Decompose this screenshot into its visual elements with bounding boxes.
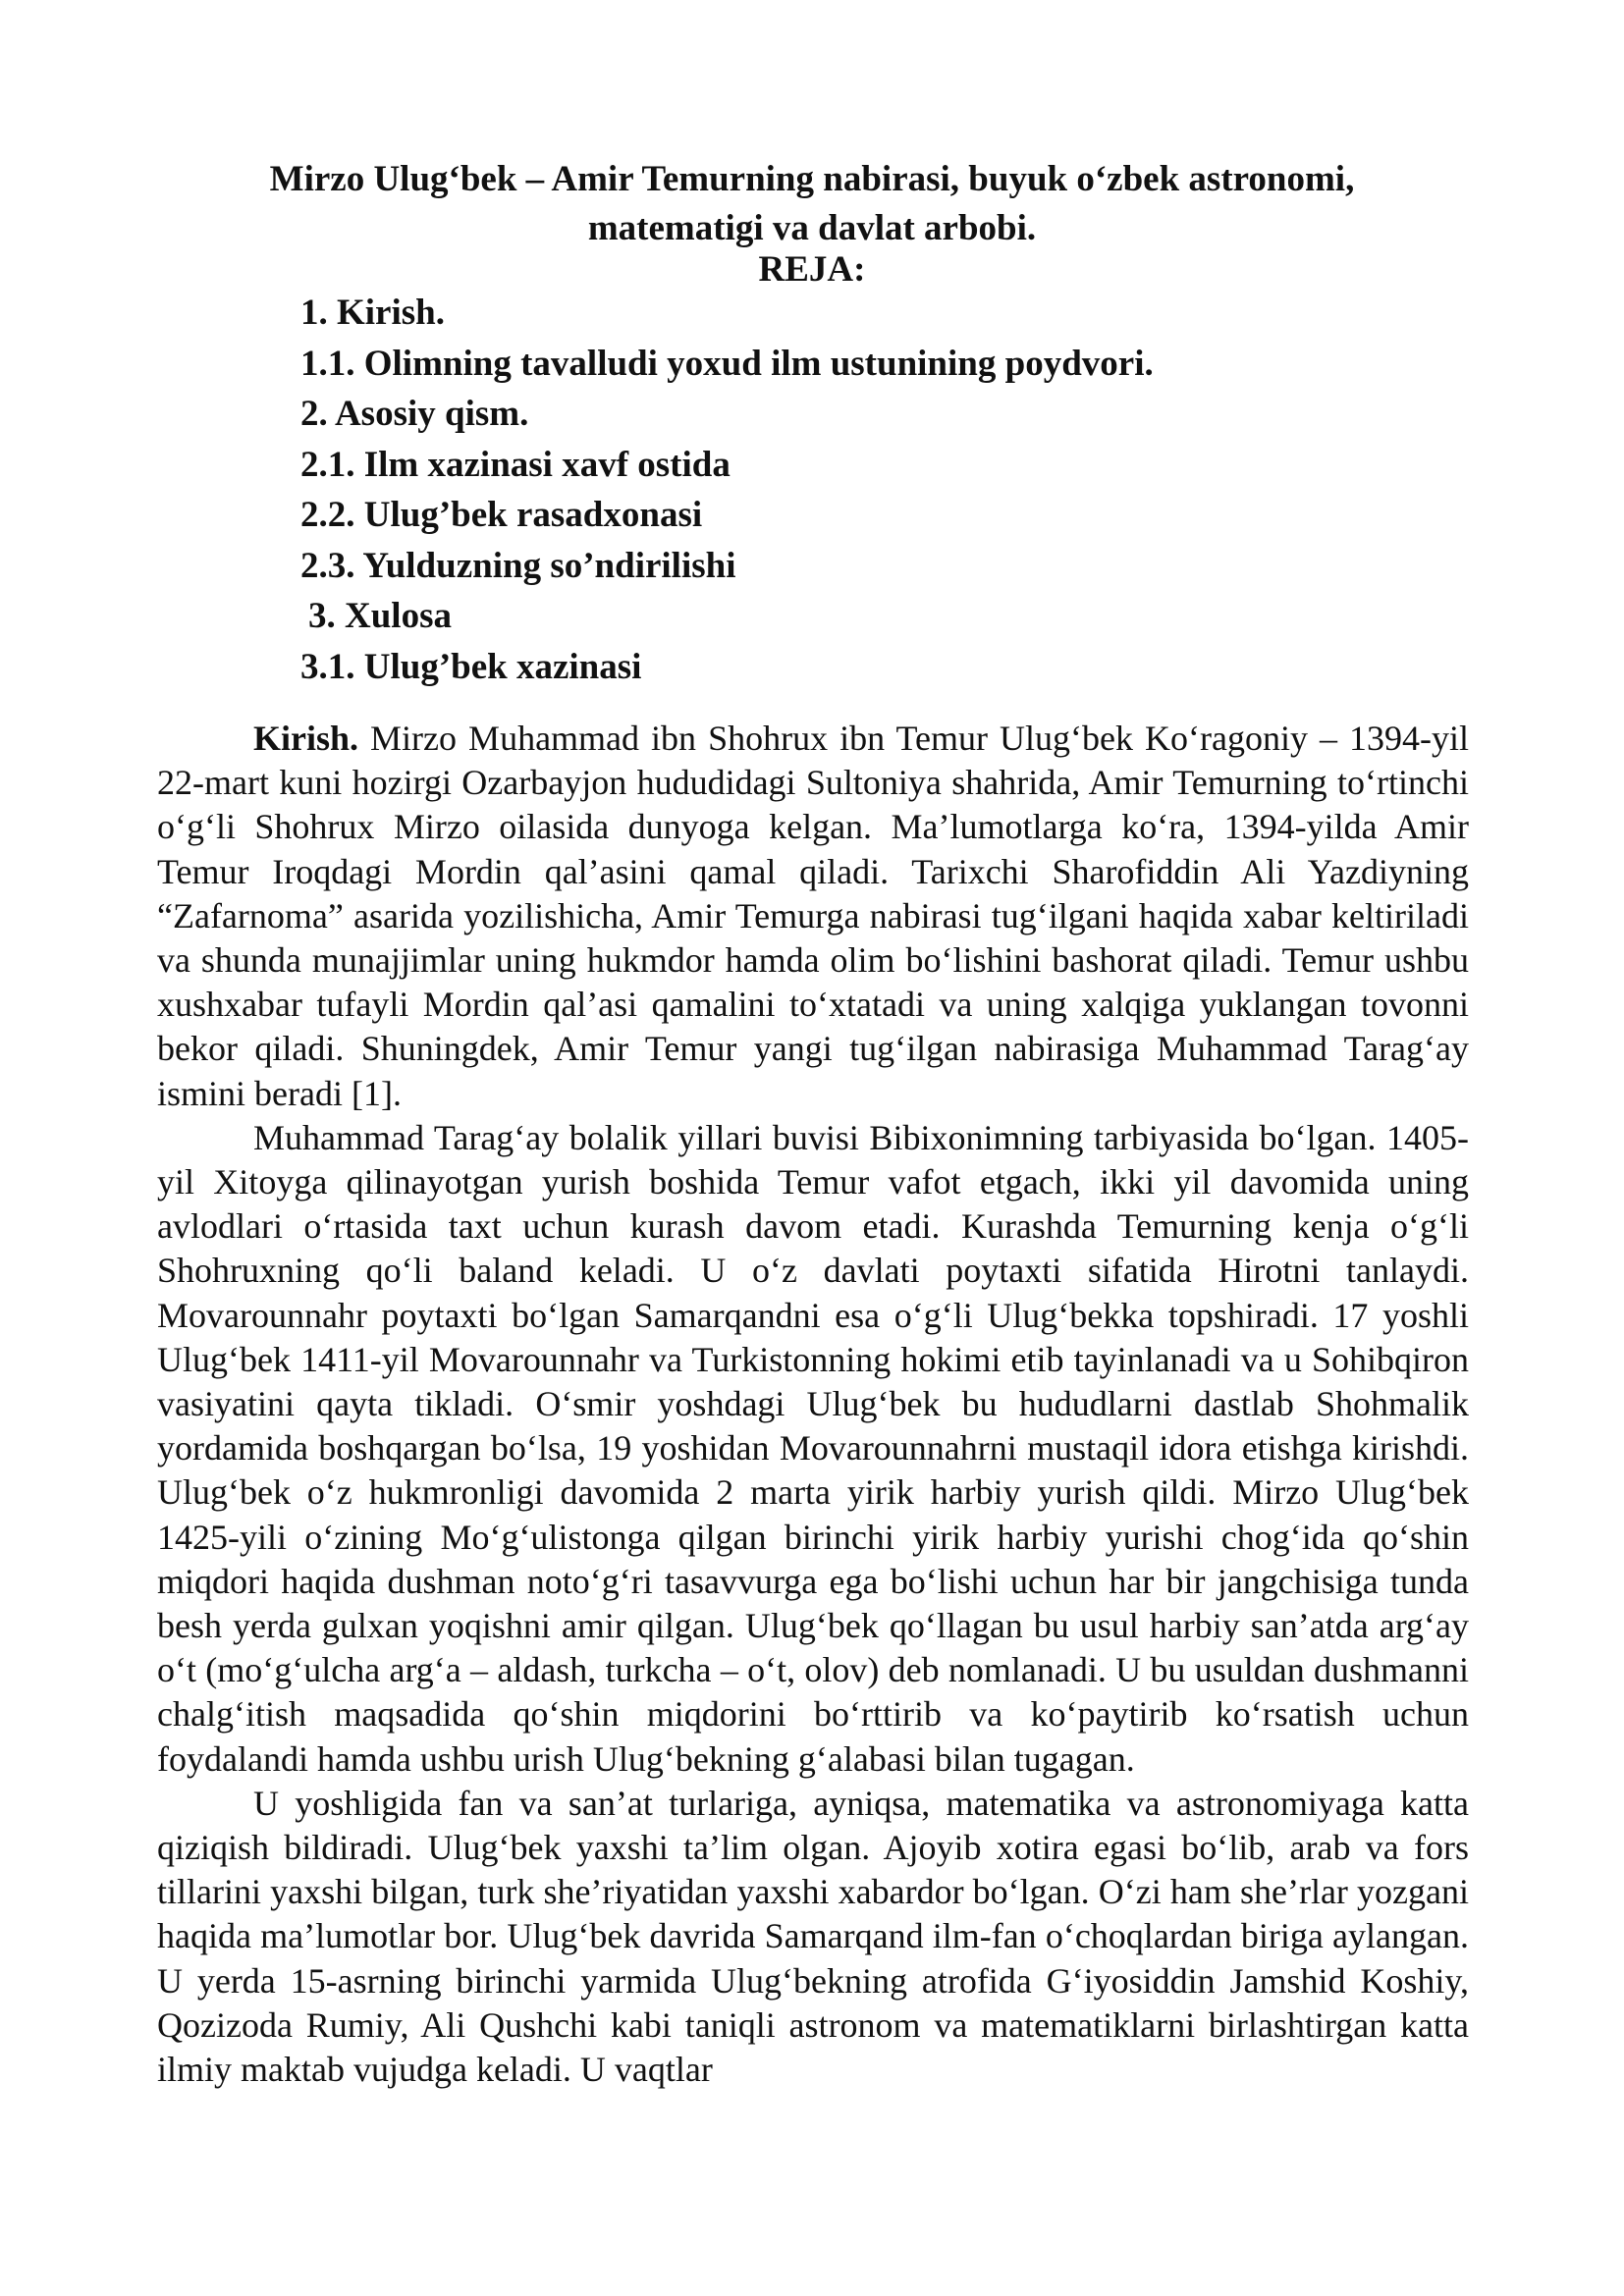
plan-list — [300, 289, 1154, 693]
title-line-2: matematigi va davlat arbobi. — [587, 208, 1037, 248]
plan-item: 1. Kirish. — [300, 293, 445, 333]
paragraph-text: Mirzo Muhammad ibn Shohrux ibn Temur Ulug‘bek Ko‘ragoniy – 1394-yil 22-mart kuni hozirgi Ozarbayjon hududidagi Sultoniya shahrida, Amir Temurning to‘rtinchi o‘g‘li Shohrux Mirzo oilasida dunyoga kelgan. Ma’lumotlarga ko‘ra, 1394-yilda Amir Temur Iroqdagi Mordin qal’asini qamal qiladi. Tarixchi Sharofiddin Ali Yazdiyning “Zafarnoma” asarida yozilishicha, Amir Temurga nabirasi tug‘ilgani haqida xabar keltiriladi va shunda munajjimlar uning hukmdor hamda olim bo‘lishini bashorat qiladi. Temur ushbu xushxabar tufayli Mordin qal’asi qamalini to‘xtatadi va uning xalqiga yuklangan tovonni bekor qiladi. Shuningdek, Amir Temur yangi tug‘ilgan nabirasiga Muhammad Tarag‘ay ismini beradi [1]. — [157, 719, 1469, 1113]
plan-item: 1.1. Olimning tavalludi yoxud ilm ustunining poydvori. — [300, 343, 1154, 384]
title-line-1: Mirzo Ulug‘bek – Amir Temurning nabirasi, buyuk o‘zbek astronomi, — [269, 159, 1355, 199]
plan-item: 3.1. Ulug’bek xazinasi — [300, 646, 642, 687]
document-title — [157, 155, 1467, 253]
paragraph-introduction — [157, 717, 1469, 1116]
plan-item: 2. Asosiy qism. — [300, 394, 529, 434]
body-text — [157, 717, 1469, 2092]
plan-heading: REJA: — [758, 249, 866, 290]
paragraph-childhood: Muhammad Tarag‘ay bolalik yillari buvisi Bibixonimning tarbiyasida bo‘lgan. 1405-yil Xitoyga qilinayotgan yurish boshida Temur vafot etgach, ikki yil davomida uning avlodlari o‘rtasida taxt uchun kurash davom etadi. Kurashda Temurning kenja o‘g‘li Shohruxning qo‘li baland keladi. U o‘z davlati poytaxti sifatida Hirotni tanlaydi. Movarounnahr poytaxti bo‘lgan Samarqandni esa o‘g‘li Ulug‘bekka topshiradi. 17 yoshli Ulug‘bek 1411-yil Movarounnahr va Turkistonning hokimi etib tayinlanadi va u Sohibqiron vasiyatini qayta tikladi. O‘smir yoshdagi Ulug‘bek bu hududlarni dastlab Shohmalik yordamida boshqargan bo‘lsa, 19 yoshidan Movarounnahrni mustaqil idora etishga kirishdi. Ulug‘bek o‘z hukmronligi davomida 2 marta yirik harbiy yurish qildi. Mirzo Ulug‘bek 1425-yili o‘zining Mo‘g‘ulistonga qilgan birinchi yirik harbiy yurishi chog‘ida qo‘shin miqdori haqida dushman noto‘g‘ri tasavvurga ega bo‘lishi uchun har bir jangchisiga tunda besh yerda gulxan yoqishni amir qilgan. Ulug‘bek qo‘llagan bu usul harbiy san’atda arg‘ay o‘t (mo‘g‘ulcha arg‘a – aldash, turkcha – o‘t, olov) deb nomlanadi. U bu usuldan dushmanni chalg‘itish maqsadida qo‘shin miqdorini bo‘rttirib va ko‘paytirib ko‘rsatish uchun foydalandi hamda ushbu urish Ulug‘bekning g‘alabasi bilan tugagan. — [157, 1117, 1469, 1779]
paragraph-lead: Kirish. — [253, 719, 359, 758]
plan-item: 2.2. Ulug’bek rasadxonasi — [300, 495, 703, 535]
paragraph-science: U yoshligida fan va san’at turlariga, ayniqsa, matematika va astronomiyaga katta qiziqish bildiradi. Ulug‘bek yaxshi ta’lim olgan. Ajoyib xotira egasi bo‘lib, arab va fors tillarini yaxshi bilgan, turk she’riyatidan yaxshi xabardor bo‘lgan. O‘zi ham she’rlar yozgani haqida ma’lumotlar bor. Ulug‘bek davrida Samarqand ilm-fan o‘choqlardan biriga aylangan. U yerda 15-asrning birinchi yarmida Ulug‘bekning atrofida G‘iyosiddin Jamshid Koshiy, Qozizoda Rumiy, Ali Qushchi kabi taniqli astronom va matematiklarni birlashtirgan katta ilmiy maktab vujudga keladi. U vaqtlar — [157, 1783, 1469, 2090]
plan-item: 2.1. Ilm xazinasi xavf ostida — [300, 444, 731, 485]
plan-item: 3. Xulosa — [308, 596, 452, 636]
plan-item: 2.3. Yulduzning so’ndirilishi — [300, 545, 736, 586]
